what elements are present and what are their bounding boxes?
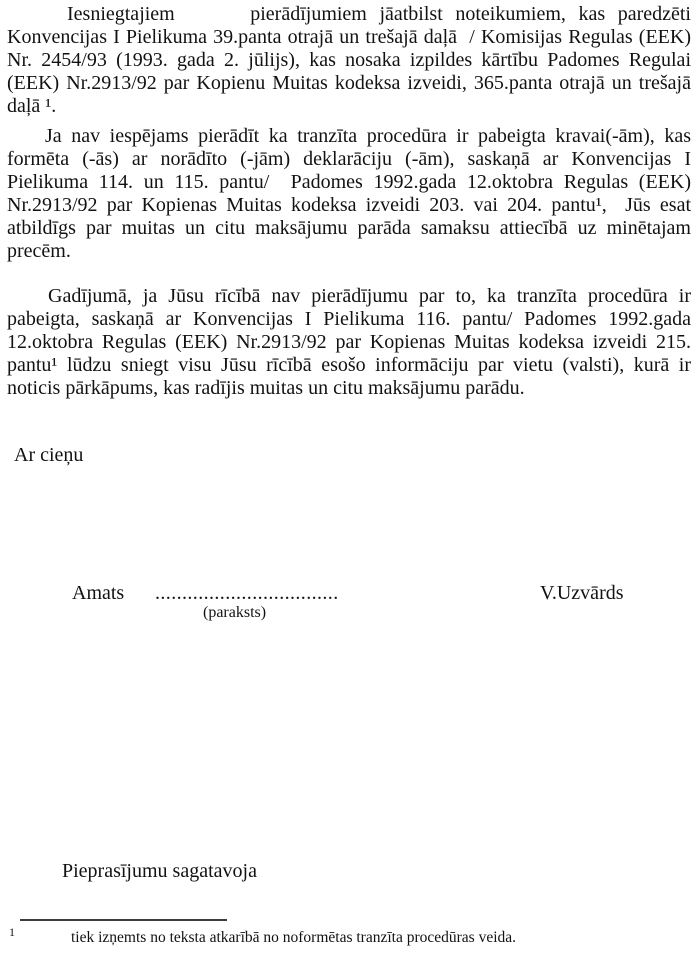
text-line: noticis pārkāpums, kas radījis muitas un citu maksājumu parādu. bbox=[7, 377, 525, 399]
paragraph bbox=[7, 125, 691, 263]
text-line: (EEK) Nr.2913/92 par Kopienu Muitas kodeksa izveidi, 365.panta otrajā un trešajā bbox=[7, 72, 691, 94]
closing-salutation: Ar cieņu bbox=[14, 444, 84, 466]
text-line: 12.oktobra Regulas (EEK) Nr.2913/92 par Kopienas Muitas kodeksa izveidi 215. bbox=[7, 331, 691, 353]
signature-role-label: Amats bbox=[72, 582, 125, 604]
footnote-marker: 1 bbox=[9, 925, 15, 939]
text-line: Konvencijas I Pielikuma 39.panta otrajā un trešajā daļā / Komisijas Regulas (EEK) bbox=[7, 26, 691, 48]
paragraph bbox=[7, 285, 691, 400]
text-line: daļā ¹. bbox=[7, 95, 57, 117]
preparer-label: Pieprasījumu sagatavoja bbox=[62, 860, 257, 882]
text-line: Nr. 2454/93 (1993. gada 2. jūlijs), kas nosaka izpildes kārtību Padomes Regulai bbox=[7, 49, 691, 71]
text-line: Nr.2913/92 par Kopienas Muitas kodeksa izveidi 203. vai 204. pantu¹, Jūs esat bbox=[7, 194, 691, 216]
paragraph bbox=[7, 3, 691, 118]
footnote-text: tiek izņemts no teksta atkarībā no noformētas tranzīta procedūras veida. bbox=[71, 929, 517, 946]
text-line: Ja nav iespējams pierādīt ka tranzīta procedūra ir pabeigta kravai(-ām), kas bbox=[45, 125, 691, 147]
text-line: pantu¹ lūdzu sniegt visu Jūsu rīcībā esošo informāciju par vietu (valsti), kurā ir bbox=[7, 354, 691, 376]
signature-name: V.Uzvārds bbox=[540, 582, 624, 604]
text-line: precēm. bbox=[7, 240, 71, 262]
letter-body bbox=[7, 3, 691, 400]
text-line: Gadījumā, ja Jūsu rīcībā nav pierādījumu par to, ka tranzīta procedūra ir bbox=[48, 285, 691, 307]
text-line: Pielikuma 114. un 115. pantu/ Padomes 1992.gada 12.oktobra Regulas (EEK) bbox=[7, 171, 691, 193]
text-line: pabeigta, saskaņā ar Konvencijas I Pielikuma 116. pantu/ Padomes 1992.gada bbox=[7, 308, 691, 330]
signature-dotted-line: .................................. bbox=[155, 582, 339, 604]
text-line: atbildīgs par muitas un citu maksājumu parāda samaksu attiecībā uz minētajam bbox=[7, 217, 691, 239]
text-line: formēta (-ās) ar norādīto (-jām) deklarāciju (-ām), saskaņā ar Konvencijas I bbox=[7, 148, 691, 170]
footnote-separator bbox=[20, 919, 227, 921]
signature-caption: (paraksts) bbox=[203, 604, 267, 621]
text-line: Iesniegtajiem pierādījumiem jāatbilst noteikumiem, kas paredzēti bbox=[67, 3, 691, 25]
